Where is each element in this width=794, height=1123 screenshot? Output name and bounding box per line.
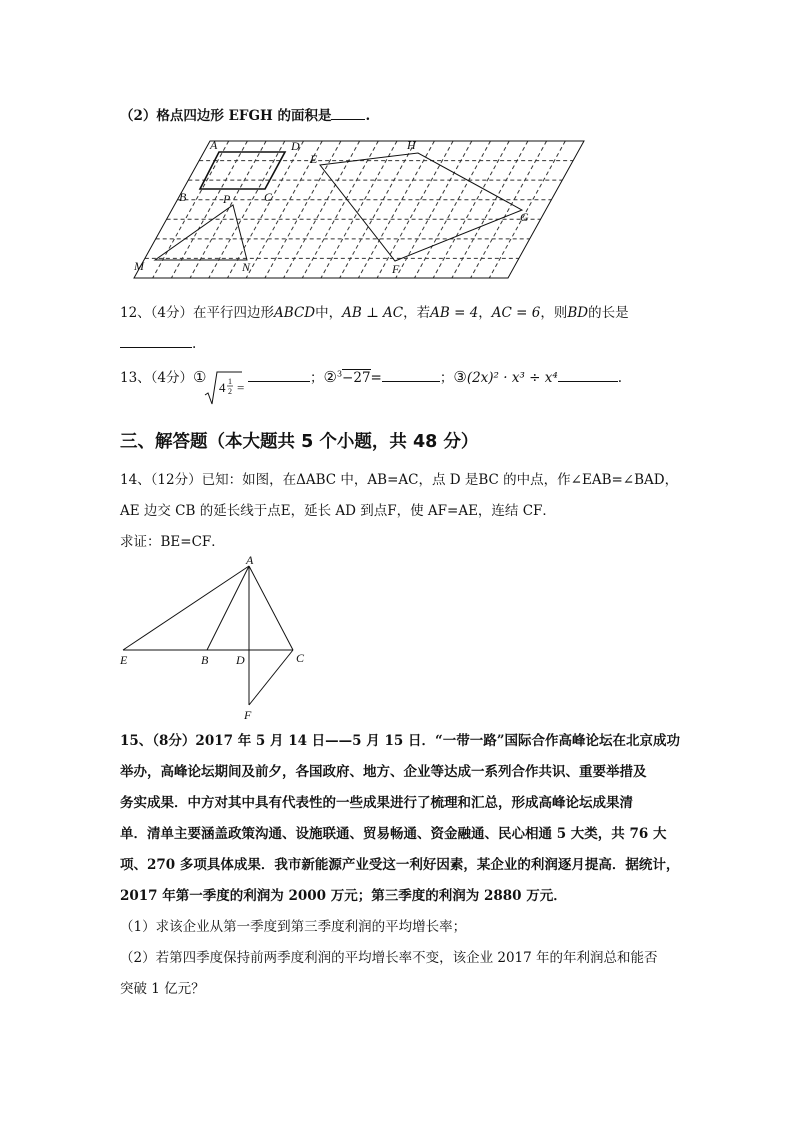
label-A: A xyxy=(246,553,254,567)
question-13: 13、（4分）① xyxy=(120,368,207,386)
triangle-pmn xyxy=(155,205,247,260)
label-E: E xyxy=(310,152,318,166)
question-15-line4: 单．清单主要涵盖政策沟通、设施联通、贸易畅通、资金融通、民心相通 5 大类，共 76 大 xyxy=(120,826,667,842)
label-P: P xyxy=(223,192,231,206)
label-D: D xyxy=(236,653,245,667)
grid-column-line xyxy=(415,141,491,278)
grid-column-line xyxy=(358,141,434,278)
label-B: B xyxy=(201,653,209,667)
label-E: E xyxy=(120,653,128,667)
question-13-rest: ；②$^3$−27= ；③(2x)² · x³ ÷ x⁴ . xyxy=(248,366,622,386)
label-A: A xyxy=(210,138,218,152)
grid-column-line xyxy=(190,141,266,278)
question-15-part1: （1）求该企业从第一季度到第三季度利润的平均增长率； xyxy=(120,919,467,935)
question-14-line2: AE 边交 CB 的延长线于点E，延长 AD 到点F，使 AF=AE，连结 CF． xyxy=(120,503,556,519)
section-heading: 三、解答题（本大题共 5 个小题，共 48 分） xyxy=(120,432,479,452)
quadrilateral-efgh xyxy=(320,153,522,261)
grid-column-line xyxy=(377,141,453,278)
label-M: M xyxy=(134,259,144,273)
label-D: D xyxy=(291,139,300,153)
label-H: H xyxy=(407,138,416,152)
question-15-line6: 2017 年第一季度的利润为 2000 万元；第三季度的利润为 2880 万元． xyxy=(120,888,567,904)
question-12-blank: . xyxy=(120,334,196,352)
answer-blank xyxy=(331,106,365,120)
grid-column-line xyxy=(265,141,341,278)
question-15-line1: 15、（8分）2017 年 5 月 14 日——5 月 15 日．“一带一路”国际合作高峰论坛在北京成功 xyxy=(120,733,680,749)
svg-text:1: 1 xyxy=(228,377,232,386)
question-15-part2-cont: 突破 1 亿元？ xyxy=(120,981,205,997)
grid-column-line xyxy=(153,141,229,278)
svg-text:4: 4 xyxy=(219,380,226,395)
label-B: B xyxy=(179,190,187,204)
question-14-line3: 求证：BE=CF． xyxy=(120,534,225,550)
answer-blank xyxy=(120,334,192,348)
grid-column-line xyxy=(171,141,247,278)
grid-figure xyxy=(128,134,598,290)
q11-part2-text: （2）格点四边形 EFGH 的面积是 xyxy=(120,108,332,124)
label-F: F xyxy=(244,708,252,722)
q11-part2: （2）格点四边形 EFGH 的面积是 . xyxy=(120,108,371,124)
question-14-line1: 14、（12分）已知：如图，在ΔABC 中，AB=AC，点 D 是BC 的中点，作∠EAB=∠BAD， xyxy=(120,472,679,488)
triangle-figure xyxy=(115,552,315,724)
grid-column-line xyxy=(452,141,528,278)
grid-column-line xyxy=(321,141,397,278)
svg-text:2: 2 xyxy=(228,387,232,396)
answer-blank xyxy=(248,368,310,382)
label-G: G xyxy=(520,210,529,224)
answer-blank xyxy=(382,368,440,382)
question-15-line5: 项、270 多项具体成果．我市新能源产业受这一利好因素，某企业的利润逐月提高．据统计， xyxy=(120,857,680,873)
question-15-part2: （2）若第四季度保持前两季度利润的平均增长率不变，该企业 2017 年的年利润总和能否 xyxy=(120,950,658,966)
label-N: N xyxy=(242,260,251,274)
question-12: 12、（4分）在平行四边形ABCD中，AB ⊥ AC，若AB = 4，AC = 6，则BD的长是 xyxy=(120,305,629,321)
grid-column-line xyxy=(433,141,509,278)
answer-blank xyxy=(558,368,618,382)
square-abcd xyxy=(200,152,285,189)
question-15-line2: 举办，高峰论坛期间及前夕，各国政府、地方、企业等达成一系列合作共识、重要举措及 xyxy=(120,764,647,780)
svg-text:=: = xyxy=(237,380,245,395)
sqrt-expression xyxy=(204,368,248,408)
label-C: C xyxy=(264,190,273,204)
label-F: F xyxy=(392,262,400,276)
grid-column-line xyxy=(471,141,547,278)
grid-column-line xyxy=(228,141,304,278)
question-15-line3: 务实成果．中方对其中具有代表性的一些成果进行了梳理和汇总，形成高峰论坛成果清 xyxy=(120,795,633,811)
label-C: C xyxy=(296,651,305,665)
